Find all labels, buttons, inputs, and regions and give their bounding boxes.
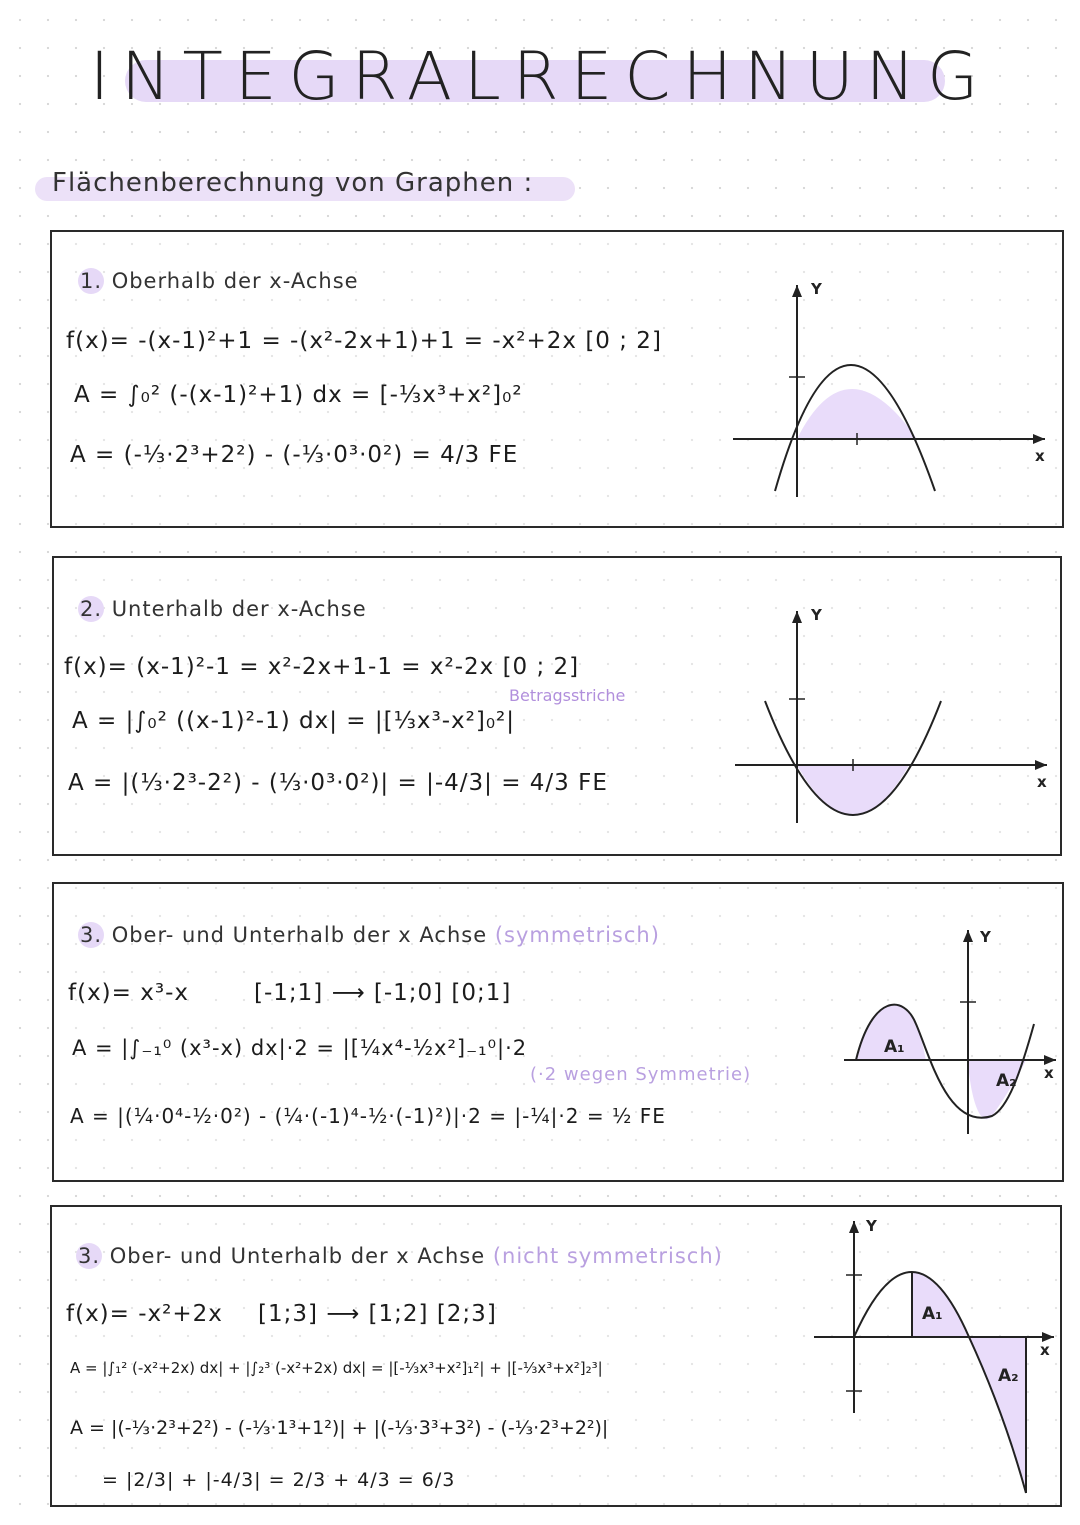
page-title: INTEGRALRECHNUNG	[89, 38, 991, 115]
area-shading	[797, 389, 917, 439]
y-axis-label: Y	[811, 280, 822, 298]
x-axis-arrow	[1035, 760, 1047, 770]
interval-split: [-1;1] ⟶ [-1;0] [0;1]	[254, 980, 512, 1006]
y-axis-arrow	[792, 611, 802, 623]
section-3-heading	[78, 922, 660, 948]
area-result: A = |(-⅓·2³+2²) - (-⅓·1³+1²)| + |(-⅓·3³+3²) - (-⅓·2³+2²)|	[70, 1417, 609, 1439]
y-axis-arrow	[963, 930, 973, 942]
annotation-betragsstriche: Betragsstriche	[509, 686, 626, 705]
area-result: A = (-⅓·2³+2²) - (-⅓·0³·0²) = 4/3 FE	[70, 442, 519, 468]
section-4-heading	[76, 1243, 723, 1269]
section-note: (symmetrisch)	[494, 923, 660, 947]
section-note: (nicht symmetrisch)	[492, 1244, 723, 1268]
symmetry-note: (·2 wegen Symmetrie)	[530, 1064, 752, 1085]
x-axis-label: x	[1037, 773, 1047, 791]
section-title: Ober- und Unterhalb der x Achse	[109, 1244, 486, 1268]
section-number: 2.	[79, 597, 103, 621]
x-axis-label: x	[1044, 1064, 1054, 1082]
section-2-heading	[78, 596, 367, 622]
integral-setup: A = ∫₀² (-(x-1)²+1) dx = [-⅓x³+x²]₀²	[74, 382, 523, 408]
section-4-box	[50, 1205, 1062, 1507]
y-axis-arrow	[849, 1221, 859, 1233]
x-axis-arrow	[1033, 434, 1045, 444]
graph-parabola-mixed	[814, 1213, 1058, 1503]
x-axis-label: x	[1035, 447, 1045, 465]
function-definition: f(x)= (x-1)²-1 = x²-2x+1-1 = x²-2x [0 ; 2]	[64, 654, 580, 680]
section-number: 1.	[79, 269, 103, 293]
x-axis-label: x	[1040, 1341, 1050, 1359]
region-label-a2: A₂	[996, 1071, 1017, 1091]
region-label-a2: A₂	[998, 1366, 1019, 1386]
section-3-box	[52, 882, 1064, 1182]
y-axis-arrow	[792, 285, 802, 297]
integral-setup: A = |∫₁² (-x²+2x) dx| + |∫₂³ (-x²+2x) dx| = |[-⅓x³+x²]₁²| + |[-⅓x³+x²]₂³|	[70, 1359, 603, 1377]
integral-setup: A = |∫₋₁⁰ (x³-x) dx|·2 = |[¼x⁴-½x²]₋₁⁰|·2	[72, 1036, 528, 1060]
section-2-box	[52, 556, 1062, 856]
area-result: A = |(¼·0⁴-½·0²) - (¼·(-1)⁴-½·(-1)²)|·2 = |-¼|·2 = ½ FE	[70, 1104, 666, 1128]
region-label-a1: A₁	[922, 1304, 943, 1324]
area-shading	[797, 765, 909, 815]
y-axis-label: Y	[980, 928, 991, 946]
region-label-a1: A₁	[884, 1037, 905, 1057]
graph-parabola-below	[729, 603, 1059, 823]
integral-setup: A = |∫₀² ((x-1)²-1) dx| = |[⅓x³-x²]₀²|	[72, 708, 516, 734]
function-definition: f(x)= -(x-1)²+1 = -(x²-2x+1)+1 = -x²+2x [0 ; 2]	[66, 328, 662, 354]
page-subtitle: Flächenberechnung von Graphen :	[52, 168, 534, 198]
area-shading-a2	[969, 1337, 1026, 1493]
y-axis-label: Y	[866, 1217, 877, 1235]
area-sum: = |2/3| + |-4/3| = 2/3 + 4/3 = 6/3	[102, 1469, 456, 1491]
graph-cubic-symmetric	[844, 924, 1059, 1144]
graph-parabola-above	[727, 277, 1057, 497]
y-axis-label: Y	[811, 606, 822, 624]
function-definition: f(x)= -x²+2x	[66, 1301, 223, 1327]
area-result: A = |(⅓·2³-2²) - (⅓·0³·0²)| = |-4/3| = 4/3 FE	[68, 770, 608, 796]
section-1-box	[50, 230, 1064, 528]
function-definition: f(x)= x³-x	[68, 980, 189, 1006]
section-title: Ober- und Unterhalb der x Achse	[111, 923, 488, 947]
section-number: 3.	[77, 1244, 101, 1268]
section-title: Oberhalb der x-Achse	[111, 269, 359, 293]
section-title: Unterhalb der x-Achse	[111, 597, 367, 621]
interval-split: [1;3] ⟶ [1;2] [2;3]	[258, 1301, 497, 1327]
section-1-heading	[78, 268, 359, 294]
section-number: 3.	[79, 923, 103, 947]
